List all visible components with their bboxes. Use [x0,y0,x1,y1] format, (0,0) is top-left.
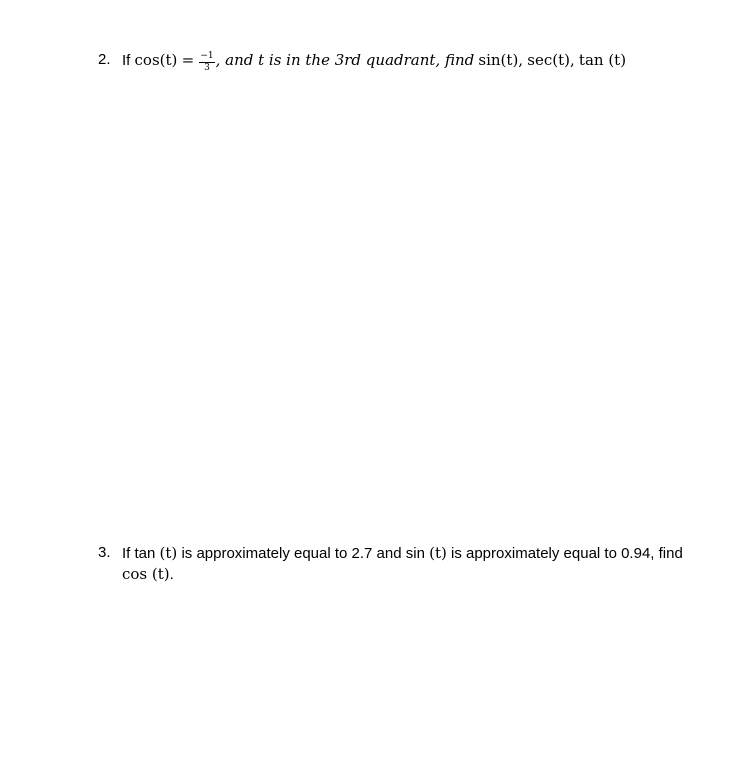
problem-number: 2. [98,51,111,68]
fraction-numerator: −1 [200,51,214,61]
separator: , [518,51,524,69]
sin-argument: (t) [429,544,447,562]
line1-part-c: is approximately equal to 0.94, find [451,545,683,562]
problem-number: 3. [98,544,111,561]
separator: , [569,51,575,69]
problem-3 [98,543,698,585]
tan-argument: (t) [159,544,178,562]
line1-part-b: is approximately equal to 2.7 and sin [181,545,425,562]
cos-expression: cos(t) [134,51,178,69]
condition-text: , and t is in the 3rd quadrant, find [215,51,475,69]
sin-expression: sin(t) [478,51,519,69]
line1-part-a: If tan [122,545,156,562]
fraction [199,52,214,73]
cos-expression: cos (t) [122,565,170,583]
intro-text: If [122,52,131,69]
period: . [169,566,174,583]
tan-expression: tan (t) [578,51,627,69]
sec-expression: sec(t) [527,51,570,69]
problem-text [122,543,698,585]
equals-sign: = [181,51,195,69]
problem-text [122,50,718,73]
fraction-denominator: 3 [204,63,210,73]
problem-2 [98,50,718,73]
